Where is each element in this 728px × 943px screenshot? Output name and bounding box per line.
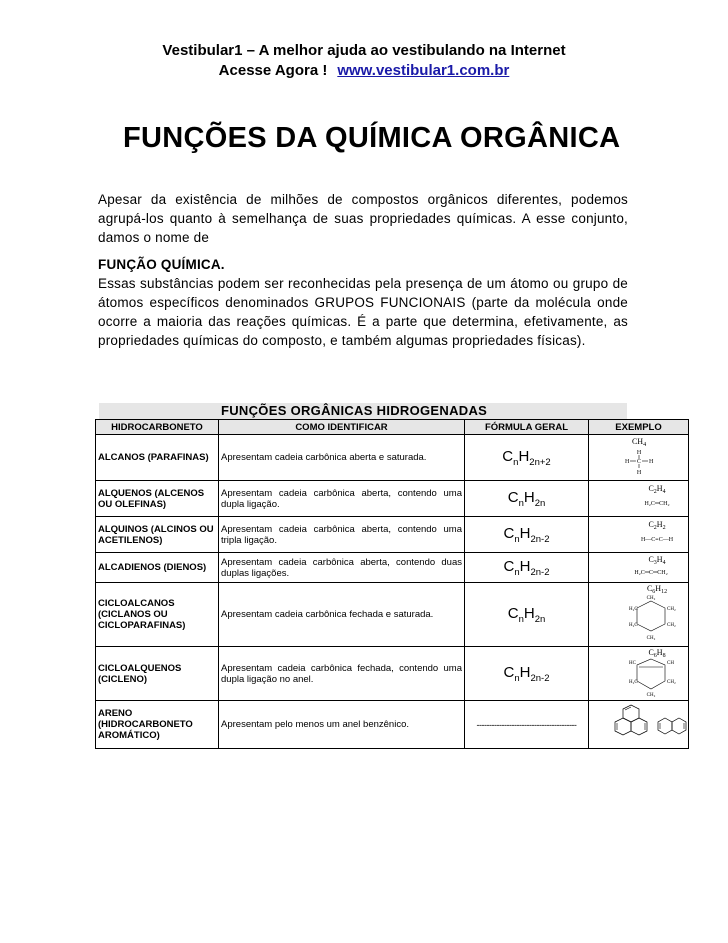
svg-text:C6H12: $C_6H_{12}$ bbox=[646, 584, 667, 595]
row-example bbox=[589, 481, 689, 517]
ethene-structure-icon bbox=[591, 481, 687, 513]
row-formula: $C_nH_{2n-2}$ bbox=[465, 553, 589, 583]
cyclohexene-structure-icon bbox=[591, 647, 687, 697]
svg-text:H: H bbox=[636, 450, 641, 456]
row-name: ALQUENOS (ALCENOS OU OLEFINAS) bbox=[96, 481, 219, 517]
row-desc: Apresentam cadeia carbônica fechada e saturada. bbox=[219, 583, 465, 647]
svg-text:HC: HC bbox=[628, 661, 636, 666]
svg-text:H—C≡C—H: H—C≡C—H bbox=[640, 537, 673, 543]
row-example bbox=[589, 583, 689, 647]
intro-paragraph: Apesar da existência de milhões de compostos orgânicos diferentes, podemos agrupá-los quanto à semelhança de suas propriedades químicas. A esse conjunto, damos o nome de bbox=[98, 192, 628, 245]
svg-text:C3H4: $C_3H_4$ bbox=[647, 555, 666, 566]
svg-text:H₂C═CH₂: H₂C═CH₂ bbox=[643, 501, 670, 507]
row-formula: $C_nH_{2n-2}$ bbox=[465, 517, 589, 553]
row-name: ARENO (HIDROCARBONETO AROMÁTICO) bbox=[96, 701, 219, 749]
site-header-line2 bbox=[0, 62, 728, 79]
row-example bbox=[589, 517, 689, 553]
svg-text:C2H4: $C_2H_4$ bbox=[647, 484, 666, 495]
header-cta: Acesse Agora ! bbox=[218, 62, 328, 79]
row-desc: Apresentam cadeia carbônica aberta, contendo duas duplas ligações. bbox=[219, 553, 465, 583]
row-formula: $C_nH_{2n}$ bbox=[465, 481, 589, 517]
aromatic-rings-icon bbox=[591, 701, 687, 745]
row-formula: $C_nH_{2n+2}$ bbox=[465, 435, 589, 481]
svg-text:CH₂: CH₂ bbox=[666, 623, 676, 628]
row-formula: ---------------------------------------- bbox=[465, 701, 589, 749]
row-desc: Apresentam cadeia carbônica aberta, contendo uma tripla ligação. bbox=[219, 517, 465, 553]
propadiene-structure-icon bbox=[591, 553, 687, 579]
svg-text:CH₂: CH₂ bbox=[666, 607, 676, 612]
svg-text:H: H bbox=[624, 459, 629, 465]
col-header-identify: COMO IDENTIFICAR bbox=[219, 420, 465, 435]
table-row bbox=[96, 517, 689, 553]
svg-text:C6H8: $C_6H_8$ bbox=[647, 648, 666, 659]
row-name: CICLOALCANOS (CICLANOS OU CICLOPARAFINAS) bbox=[96, 583, 219, 647]
table-row bbox=[96, 553, 689, 583]
row-name: ALQUINOS (ALCINOS OU ACETILENOS) bbox=[96, 517, 219, 553]
site-header-line1: Vestibular1 – A melhor ajuda ao vestibulando na Internet bbox=[162, 42, 566, 59]
col-header-formula: FÓRMULA GERAL bbox=[465, 420, 589, 435]
svg-text:C2H2: $C_2H_2$ bbox=[647, 520, 666, 531]
row-formula: $C_nH_{2n-2}$ bbox=[465, 647, 589, 701]
svg-text:CH₂: CH₂ bbox=[646, 693, 655, 697]
table-header-row bbox=[96, 420, 689, 435]
table-row bbox=[96, 647, 689, 701]
ethyne-structure-icon bbox=[591, 517, 687, 549]
table-title: FUNÇÕES ORGÂNICAS HIDROGENADAS bbox=[221, 403, 488, 418]
funcao-heading: FUNÇÃO QUÍMICA. bbox=[98, 257, 225, 272]
row-desc: Apresentam pelo menos um anel benzênico. bbox=[219, 701, 465, 749]
page-title: FUNÇÕES DA QUÍMICA ORGÂNICA bbox=[123, 122, 621, 154]
row-desc: Apresentam cadeia carbônica aberta, contendo uma dupla ligação. bbox=[219, 481, 465, 517]
svg-text:H: H bbox=[648, 459, 653, 465]
svg-text:C: C bbox=[636, 459, 641, 465]
cyclohexane-structure-icon bbox=[591, 583, 687, 643]
svg-text:CH₂: CH₂ bbox=[646, 636, 655, 641]
table-row bbox=[96, 435, 689, 481]
row-name: CICLOALQUENOS (CICLENO) bbox=[96, 647, 219, 701]
svg-text:H₂C: H₂C bbox=[628, 623, 638, 628]
methane-structure-icon bbox=[591, 435, 687, 477]
col-header-example: EXEMPLO bbox=[589, 420, 689, 435]
svg-text:CH4: $CH_4$ bbox=[631, 437, 646, 448]
functions-table bbox=[95, 419, 689, 749]
row-formula: $C_nH_{2n}$ bbox=[465, 583, 589, 647]
row-name: ALCADIENOS (DIENOS) bbox=[96, 553, 219, 583]
row-example bbox=[589, 553, 689, 583]
svg-text:H₂C: H₂C bbox=[628, 680, 638, 685]
svg-text:CH₂: CH₂ bbox=[646, 596, 655, 601]
table-row bbox=[96, 701, 689, 749]
funcao-paragraph bbox=[98, 255, 628, 350]
site-link[interactable]: www.vestibular1.com.br bbox=[337, 62, 510, 79]
table-row bbox=[96, 583, 689, 647]
col-header-hydrocarbon: HIDROCARBONETO bbox=[96, 420, 219, 435]
table-row bbox=[96, 481, 689, 517]
row-name: ALCANOS (PARAFINAS) bbox=[96, 435, 219, 481]
svg-text:H: H bbox=[636, 470, 641, 476]
row-example bbox=[589, 647, 689, 701]
svg-text:CH₂: CH₂ bbox=[666, 680, 676, 685]
row-example bbox=[589, 435, 689, 481]
funcao-text: Essas substâncias podem ser reconhecidas pela presença de um átomo ou grupo de átomos específicos denominados GRUPOS FUNCIONAIS (parte da molécula onde ocorre a maioria das reações químicas. É a parte que determina, efetivamente, as propriedades químicas do composto, e também algumas propriedades físicas). bbox=[98, 276, 628, 348]
table-title-bar bbox=[99, 403, 627, 420]
svg-text:H₂C: H₂C bbox=[628, 607, 638, 612]
row-example bbox=[589, 701, 689, 749]
row-desc: Apresentam cadeia carbônica aberta e saturada. bbox=[219, 435, 465, 481]
svg-text:CH: CH bbox=[666, 661, 674, 666]
row-desc: Apresentam cadeia carbônica fechada, contendo uma dupla ligação no anel. bbox=[219, 647, 465, 701]
svg-text:H₂C═C═CH₂: H₂C═C═CH₂ bbox=[633, 570, 668, 576]
